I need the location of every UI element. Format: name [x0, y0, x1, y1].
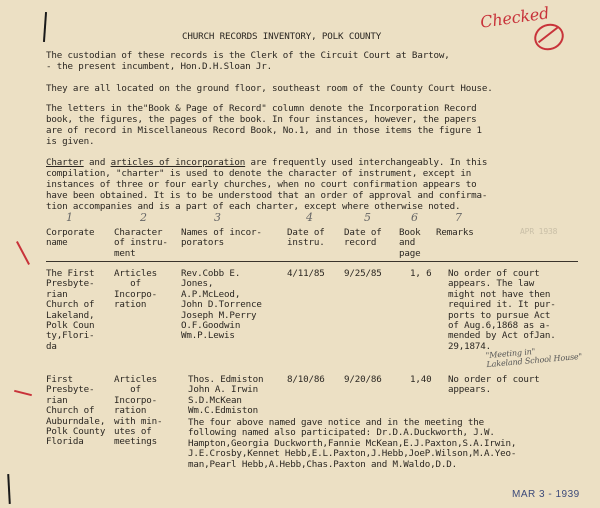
- row2-participants-note: The four above named gave notice and in the meeting the following named also participated: Dr.D.A.Duckworth, J.W. Hampton,Georgia Duckworth,Fannie McKean,E.J.Paxton,S.A.Irwin, J.E.Crosby,Kennet Hebb,E.L.Paxton,J.Hebb,JoeP.Wilson,M.A.Yeo- man,Pearl Hebb,A.Hebb,Chas.Paxton and M.Waldo,D.D.: [188, 417, 517, 470]
- column-number-5: 5: [364, 211, 371, 224]
- column-number-7: 7: [455, 211, 462, 224]
- column-header-remarks: Remarks: [436, 227, 474, 238]
- intro-p2: They are all located on the ground floor, southeast room of the County Court House.: [46, 83, 493, 94]
- intro-p3-line3: are of record in Miscellaneous Record Book, No.1, and in those items the figure 1: [46, 125, 482, 136]
- intro-p3-line4: is given.: [46, 136, 95, 147]
- column-number-4: 4: [306, 211, 313, 224]
- intro-p3-line2: book, the figures, the pages of the book. In four instances, however, the papers: [46, 114, 477, 125]
- faint-received-stamp: APR 1938: [520, 227, 558, 236]
- row2-incorporators: Thos. Edmiston John A. Irwin S.D.McKean Wm.C.Edmiston: [188, 374, 264, 417]
- margin-mark-top: [43, 12, 47, 42]
- column-header-date-record: Date of record: [344, 227, 382, 249]
- row1-date-record: 9/25/85: [344, 268, 382, 279]
- and-text: and: [83, 157, 111, 168]
- received-date-stamp: MAR 3 - 1939: [512, 489, 580, 500]
- intro-p4-line2: compilation, "charter" is used to denote the character of instrument, except in: [46, 168, 472, 179]
- column-number-1: 1: [66, 211, 73, 224]
- row1-handwritten-annotation: "Meeting in" Lakeland School House": [485, 346, 583, 370]
- intro-p1-line1: The custodian of these records is the Clerk of the Circuit Court at Bartow,: [46, 50, 450, 61]
- row2-remarks: No order of court appears.: [448, 374, 540, 396]
- red-margin-mark-1: [16, 241, 30, 265]
- column-number-3: 3: [214, 211, 221, 224]
- intro-p4-line1: [46, 157, 487, 168]
- column-header-incorporators: Names of incor- porators: [181, 227, 262, 249]
- row1-book-page: 1, 6: [410, 268, 432, 279]
- red-circle-mark: [530, 20, 567, 55]
- intro-p1-line2: - the present incumbent, Hon.D.H.Sloan Jr.: [46, 61, 273, 72]
- margin-mark-bottom: [7, 474, 11, 504]
- row2-date-instru: 8/10/86: [287, 374, 325, 385]
- page-title: CHURCH RECORDS INVENTORY, POLK COUNTY: [182, 31, 382, 42]
- column-number-2: 2: [140, 211, 147, 224]
- column-header-corporate-name: Corporate name: [46, 227, 95, 249]
- checked-annotation: Checked: [479, 3, 551, 32]
- row1-incorporators: Rev.Cobb E. Jones, A.P.McLeod, John D.Torrence Joseph M.Perry O.F.Goodwin Wm.P.Lewis: [181, 268, 262, 342]
- row2-book-page: 1,40: [410, 374, 432, 385]
- intro-p4-line1-rest: are frequently used interchangeably. In this: [245, 157, 488, 168]
- intro-p4-line3: instances of three or four early churches, when no court confirmation appears to: [46, 179, 477, 190]
- intro-p3-line1: The letters in the"Book & Page of Record" column denote the Incorporation Record: [46, 103, 477, 114]
- intro-p4-line5: tion accompanies and is a part of each charter, except where otherwise noted.: [46, 201, 461, 212]
- row2-corporate-name: First Presbyte- rian Church of Auburndale, Polk County Florida: [46, 374, 106, 448]
- row1-remarks: No order of court appears. The law might not have then required it. It pur- ports to pursue Act of Aug.6,1868 as a- mended by Act ofJan. 29,1874.: [448, 268, 556, 352]
- header-rule: [46, 261, 578, 262]
- row2-date-record: 9/20/86: [344, 374, 382, 385]
- row1-character: Articles of Incorpo- ration: [114, 268, 158, 311]
- term-charter: Charter: [46, 157, 84, 168]
- term-articles-of-incorporation: articles of incorporation: [110, 157, 246, 168]
- row1-corporate-name: The First Presbyte- rian Church of Lakeland, Polk Coun ty,Flori- da: [46, 268, 95, 352]
- column-number-6: 6: [411, 211, 418, 224]
- row2-character: Articles of Incorpo- ration with min- utes of meetings: [114, 374, 163, 448]
- column-header-book-page: Book and page: [399, 227, 421, 259]
- column-header-date-instru: Date of instru.: [287, 227, 325, 249]
- red-margin-mark-2: [14, 390, 32, 396]
- column-header-character: Character of instru- ment: [114, 227, 168, 259]
- row1-date-instru: 4/11/85: [287, 268, 325, 279]
- intro-p4-line4: have been obtained. It is to be understood that an order of approval and confirma-: [46, 190, 488, 201]
